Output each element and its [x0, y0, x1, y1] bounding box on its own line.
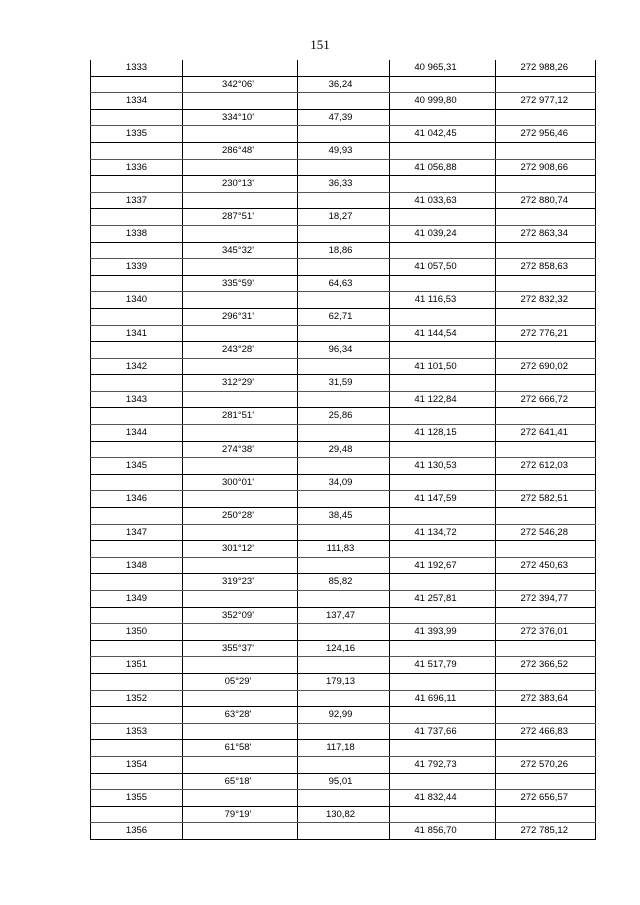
segment-length-cell — [298, 756, 390, 773]
x-coordinate-cell: 41 134,72 — [390, 524, 496, 541]
y-coordinate-cell: 272 450,63 — [496, 557, 596, 574]
direction-angle-cell: 301°12' — [183, 541, 298, 558]
x-coordinate-cell: 41 856,70 — [390, 823, 496, 840]
direction-angle-cell — [183, 624, 298, 641]
direction-angle-cell — [183, 458, 298, 475]
point-row — [91, 756, 596, 773]
segment-length-cell — [298, 60, 390, 76]
y-coordinate-cell: 272 956,46 — [496, 126, 596, 143]
y-coordinate-cell: 272 690,02 — [496, 358, 596, 375]
segment-length-cell: 62,71 — [298, 308, 390, 325]
segment-length-cell: 36,24 — [298, 76, 390, 93]
point-number-cell: 1337 — [91, 192, 183, 209]
point-number-cell: 1335 — [91, 126, 183, 143]
y-coordinate-cell — [496, 275, 596, 292]
x-coordinate-cell: 41 128,15 — [390, 425, 496, 442]
point-number-cell — [91, 342, 183, 359]
direction-angle-cell: 65°18' — [183, 773, 298, 790]
direction-angle-cell — [183, 292, 298, 309]
x-coordinate-cell — [390, 342, 496, 359]
point-number-cell — [91, 508, 183, 525]
y-coordinate-cell: 272 858,63 — [496, 259, 596, 276]
segment-length-cell — [298, 723, 390, 740]
y-coordinate-cell — [496, 142, 596, 159]
segment-row — [91, 541, 596, 558]
y-coordinate-cell — [496, 441, 596, 458]
point-number-cell: 1347 — [91, 524, 183, 541]
y-coordinate-cell: 272 666,72 — [496, 391, 596, 408]
y-coordinate-cell: 272 776,21 — [496, 325, 596, 342]
segment-length-cell: 25,86 — [298, 408, 390, 425]
segment-row — [91, 142, 596, 159]
x-coordinate-cell — [390, 109, 496, 126]
direction-angle-cell: 287°51' — [183, 209, 298, 226]
segment-length-cell: 34,09 — [298, 474, 390, 491]
direction-angle-cell — [183, 60, 298, 76]
y-coordinate-cell — [496, 574, 596, 591]
x-coordinate-cell — [390, 308, 496, 325]
segment-row — [91, 707, 596, 724]
point-number-cell: 1353 — [91, 723, 183, 740]
segment-row — [91, 375, 596, 392]
direction-angle-cell: 296°31' — [183, 308, 298, 325]
y-coordinate-cell — [496, 673, 596, 690]
point-row — [91, 657, 596, 674]
direction-angle-cell — [183, 823, 298, 840]
y-coordinate-cell: 272 863,34 — [496, 225, 596, 242]
direction-angle-cell — [183, 159, 298, 176]
point-row — [91, 126, 596, 143]
direction-angle-cell — [183, 93, 298, 110]
point-number-cell: 1334 — [91, 93, 183, 110]
segment-length-cell: 18,86 — [298, 242, 390, 259]
point-row — [91, 93, 596, 110]
x-coordinate-cell: 41 039,24 — [390, 225, 496, 242]
direction-angle-cell: 281°51' — [183, 408, 298, 425]
segment-length-cell: 47,39 — [298, 109, 390, 126]
point-number-cell — [91, 441, 183, 458]
y-coordinate-cell — [496, 508, 596, 525]
point-number-cell: 1340 — [91, 292, 183, 309]
point-row — [91, 60, 596, 76]
point-number-cell: 1345 — [91, 458, 183, 475]
point-number-cell — [91, 209, 183, 226]
segment-length-cell: 124,16 — [298, 640, 390, 657]
segment-row — [91, 806, 596, 823]
x-coordinate-cell — [390, 242, 496, 259]
x-coordinate-cell: 41 057,50 — [390, 259, 496, 276]
point-number-cell: 1352 — [91, 690, 183, 707]
y-coordinate-cell: 272 641,41 — [496, 425, 596, 442]
segment-row — [91, 740, 596, 757]
point-row — [91, 292, 596, 309]
x-coordinate-cell — [390, 375, 496, 392]
y-coordinate-cell: 272 383,64 — [496, 690, 596, 707]
x-coordinate-cell — [390, 640, 496, 657]
segment-length-cell: 92,99 — [298, 707, 390, 724]
page-number: 151 — [310, 37, 330, 52]
direction-angle-cell — [183, 591, 298, 608]
direction-angle-cell — [183, 790, 298, 807]
direction-angle-cell: 342°06' — [183, 76, 298, 93]
x-coordinate-cell — [390, 76, 496, 93]
direction-angle-cell: 230°13' — [183, 176, 298, 193]
point-number-cell — [91, 474, 183, 491]
point-number-cell: 1356 — [91, 823, 183, 840]
point-row — [91, 159, 596, 176]
segment-length-cell — [298, 591, 390, 608]
segment-row — [91, 773, 596, 790]
x-coordinate-cell: 41 144,54 — [390, 325, 496, 342]
segment-row — [91, 76, 596, 93]
point-row — [91, 225, 596, 242]
y-coordinate-cell: 272 988,26 — [496, 60, 596, 76]
point-number-cell — [91, 541, 183, 558]
point-number-cell — [91, 375, 183, 392]
segment-length-cell — [298, 225, 390, 242]
segment-length-cell: 31,59 — [298, 375, 390, 392]
segment-row — [91, 474, 596, 491]
point-number-cell — [91, 308, 183, 325]
y-coordinate-cell — [496, 342, 596, 359]
y-coordinate-cell: 272 582,51 — [496, 491, 596, 508]
segment-length-cell — [298, 159, 390, 176]
segment-length-cell — [298, 557, 390, 574]
segment-row — [91, 574, 596, 591]
x-coordinate-cell — [390, 275, 496, 292]
segment-row — [91, 640, 596, 657]
segment-length-cell — [298, 491, 390, 508]
direction-angle-cell — [183, 491, 298, 508]
direction-angle-cell: 61°58' — [183, 740, 298, 757]
point-number-cell: 1336 — [91, 159, 183, 176]
segment-row — [91, 441, 596, 458]
x-coordinate-cell: 41 832,44 — [390, 790, 496, 807]
x-coordinate-cell — [390, 441, 496, 458]
y-coordinate-cell: 272 880,74 — [496, 192, 596, 209]
y-coordinate-cell — [496, 76, 596, 93]
segment-length-cell — [298, 325, 390, 342]
point-row — [91, 358, 596, 375]
direction-angle-cell — [183, 756, 298, 773]
y-coordinate-cell — [496, 109, 596, 126]
segment-length-cell: 18,27 — [298, 209, 390, 226]
point-number-cell — [91, 109, 183, 126]
y-coordinate-cell: 272 785,12 — [496, 823, 596, 840]
y-coordinate-cell: 272 366,52 — [496, 657, 596, 674]
direction-angle-cell — [183, 657, 298, 674]
x-coordinate-cell: 41 517,79 — [390, 657, 496, 674]
x-coordinate-cell: 41 393,99 — [390, 624, 496, 641]
point-row — [91, 491, 596, 508]
point-number-cell: 1343 — [91, 391, 183, 408]
direction-angle-cell: 355°37' — [183, 640, 298, 657]
point-row — [91, 425, 596, 442]
segment-row — [91, 242, 596, 259]
direction-angle-cell — [183, 723, 298, 740]
point-number-cell — [91, 740, 183, 757]
direction-angle-cell: 243°28' — [183, 342, 298, 359]
segment-row — [91, 308, 596, 325]
point-number-cell — [91, 806, 183, 823]
segment-row — [91, 176, 596, 193]
segment-length-cell: 137,47 — [298, 607, 390, 624]
segment-length-cell — [298, 192, 390, 209]
segment-length-cell: 64,63 — [298, 275, 390, 292]
segment-length-cell: 85,82 — [298, 574, 390, 591]
direction-angle-cell: 319°23' — [183, 574, 298, 591]
point-number-cell — [91, 640, 183, 657]
x-coordinate-cell — [390, 707, 496, 724]
point-number-cell: 1354 — [91, 756, 183, 773]
direction-angle-cell — [183, 391, 298, 408]
x-coordinate-cell: 41 101,50 — [390, 358, 496, 375]
y-coordinate-cell: 272 832,32 — [496, 292, 596, 309]
segment-length-cell — [298, 790, 390, 807]
point-number-cell: 1350 — [91, 624, 183, 641]
x-coordinate-cell — [390, 773, 496, 790]
segment-length-cell: 179,13 — [298, 673, 390, 690]
segment-length-cell — [298, 126, 390, 143]
y-coordinate-cell: 272 908,66 — [496, 159, 596, 176]
segment-row — [91, 673, 596, 690]
segment-length-cell: 95,01 — [298, 773, 390, 790]
direction-angle-cell — [183, 126, 298, 143]
point-number-cell: 1351 — [91, 657, 183, 674]
point-number-cell: 1339 — [91, 259, 183, 276]
segment-length-cell — [298, 259, 390, 276]
segment-length-cell — [298, 458, 390, 475]
x-coordinate-cell: 41 042,45 — [390, 126, 496, 143]
segment-row — [91, 408, 596, 425]
x-coordinate-cell: 41 737,66 — [390, 723, 496, 740]
y-coordinate-cell — [496, 541, 596, 558]
point-row — [91, 624, 596, 641]
point-row — [91, 690, 596, 707]
point-row — [91, 458, 596, 475]
segment-length-cell: 96,34 — [298, 342, 390, 359]
point-number-cell — [91, 242, 183, 259]
direction-angle-cell — [183, 325, 298, 342]
direction-angle-cell — [183, 690, 298, 707]
x-coordinate-cell: 41 056,88 — [390, 159, 496, 176]
x-coordinate-cell: 41 116,53 — [390, 292, 496, 309]
direction-angle-cell: 334°10' — [183, 109, 298, 126]
x-coordinate-cell: 41 257,81 — [390, 591, 496, 608]
x-coordinate-cell — [390, 508, 496, 525]
y-coordinate-cell: 272 977,12 — [496, 93, 596, 110]
y-coordinate-cell — [496, 707, 596, 724]
direction-angle-cell: 05°29' — [183, 673, 298, 690]
point-number-cell — [91, 707, 183, 724]
point-number-cell: 1349 — [91, 591, 183, 608]
y-coordinate-cell — [496, 474, 596, 491]
direction-angle-cell — [183, 425, 298, 442]
direction-angle-cell: 63°28' — [183, 707, 298, 724]
point-number-cell — [91, 275, 183, 292]
x-coordinate-cell: 41 696,11 — [390, 690, 496, 707]
point-number-cell: 1346 — [91, 491, 183, 508]
segment-length-cell — [298, 524, 390, 541]
y-coordinate-cell — [496, 176, 596, 193]
point-number-cell — [91, 142, 183, 159]
segment-length-cell — [298, 657, 390, 674]
y-coordinate-cell — [496, 773, 596, 790]
y-coordinate-cell — [496, 607, 596, 624]
point-number-cell: 1333 — [91, 60, 183, 76]
y-coordinate-cell: 272 376,01 — [496, 624, 596, 641]
direction-angle-cell — [183, 225, 298, 242]
direction-angle-cell — [183, 557, 298, 574]
point-number-cell — [91, 673, 183, 690]
y-coordinate-cell — [496, 375, 596, 392]
x-coordinate-cell — [390, 740, 496, 757]
x-coordinate-cell — [390, 142, 496, 159]
y-coordinate-cell: 272 656,57 — [496, 790, 596, 807]
segment-length-cell: 117,18 — [298, 740, 390, 757]
segment-row — [91, 607, 596, 624]
point-row — [91, 723, 596, 740]
point-row — [91, 591, 596, 608]
x-coordinate-cell: 41 130,53 — [390, 458, 496, 475]
x-coordinate-cell — [390, 607, 496, 624]
segment-length-cell — [298, 425, 390, 442]
direction-angle-cell: 352°09' — [183, 607, 298, 624]
direction-angle-cell — [183, 192, 298, 209]
x-coordinate-cell: 40 999,80 — [390, 93, 496, 110]
y-coordinate-cell: 272 546,28 — [496, 524, 596, 541]
segment-length-cell — [298, 93, 390, 110]
segment-row — [91, 508, 596, 525]
y-coordinate-cell: 272 570,26 — [496, 756, 596, 773]
y-coordinate-cell — [496, 242, 596, 259]
x-coordinate-cell — [390, 673, 496, 690]
segment-row — [91, 275, 596, 292]
point-number-cell — [91, 607, 183, 624]
coordinates-table-body — [91, 60, 596, 839]
point-number-cell: 1348 — [91, 557, 183, 574]
x-coordinate-cell — [390, 209, 496, 226]
point-row — [91, 325, 596, 342]
point-number-cell: 1344 — [91, 425, 183, 442]
direction-angle-cell — [183, 259, 298, 276]
x-coordinate-cell — [390, 806, 496, 823]
direction-angle-cell: 335°59' — [183, 275, 298, 292]
x-coordinate-cell — [390, 474, 496, 491]
point-number-cell — [91, 176, 183, 193]
point-number-cell — [91, 408, 183, 425]
segment-length-cell — [298, 391, 390, 408]
x-coordinate-cell — [390, 176, 496, 193]
y-coordinate-cell: 272 394,77 — [496, 591, 596, 608]
direction-angle-cell — [183, 524, 298, 541]
direction-angle-cell: 312°29' — [183, 375, 298, 392]
x-coordinate-cell: 41 192,67 — [390, 557, 496, 574]
y-coordinate-cell — [496, 308, 596, 325]
segment-length-cell: 130,82 — [298, 806, 390, 823]
segment-length-cell: 49,93 — [298, 142, 390, 159]
segment-length-cell — [298, 823, 390, 840]
segment-length-cell: 111,83 — [298, 541, 390, 558]
segment-row — [91, 342, 596, 359]
y-coordinate-cell — [496, 209, 596, 226]
y-coordinate-cell — [496, 408, 596, 425]
segment-length-cell — [298, 690, 390, 707]
x-coordinate-cell: 41 033,63 — [390, 192, 496, 209]
x-coordinate-cell: 41 147,59 — [390, 491, 496, 508]
direction-angle-cell: 345°32' — [183, 242, 298, 259]
x-coordinate-cell: 40 965,31 — [390, 60, 496, 76]
point-number-cell — [91, 76, 183, 93]
point-row — [91, 790, 596, 807]
point-row — [91, 391, 596, 408]
point-row — [91, 557, 596, 574]
direction-angle-cell: 286°48' — [183, 142, 298, 159]
segment-row — [91, 209, 596, 226]
segment-length-cell: 36,33 — [298, 176, 390, 193]
direction-angle-cell — [183, 358, 298, 375]
point-number-cell — [91, 574, 183, 591]
y-coordinate-cell: 272 612,03 — [496, 458, 596, 475]
point-row — [91, 823, 596, 840]
x-coordinate-cell — [390, 541, 496, 558]
segment-length-cell — [298, 292, 390, 309]
point-row — [91, 192, 596, 209]
point-number-cell: 1342 — [91, 358, 183, 375]
point-number-cell: 1341 — [91, 325, 183, 342]
y-coordinate-cell — [496, 806, 596, 823]
point-number-cell: 1355 — [91, 790, 183, 807]
segment-length-cell: 29,48 — [298, 441, 390, 458]
x-coordinate-cell: 41 122,84 — [390, 391, 496, 408]
x-coordinate-cell — [390, 408, 496, 425]
point-row — [91, 524, 596, 541]
segment-row — [91, 109, 596, 126]
x-coordinate-cell — [390, 574, 496, 591]
direction-angle-cell: 250°28' — [183, 508, 298, 525]
x-coordinate-cell: 41 792,73 — [390, 756, 496, 773]
y-coordinate-cell — [496, 740, 596, 757]
coordinates-table — [90, 60, 596, 840]
direction-angle-cell: 274°38' — [183, 441, 298, 458]
point-number-cell — [91, 773, 183, 790]
direction-angle-cell: 300°01' — [183, 474, 298, 491]
point-row — [91, 259, 596, 276]
direction-angle-cell: 79°19' — [183, 806, 298, 823]
y-coordinate-cell: 272 466,83 — [496, 723, 596, 740]
segment-length-cell — [298, 624, 390, 641]
point-number-cell: 1338 — [91, 225, 183, 242]
segment-length-cell: 38,45 — [298, 508, 390, 525]
segment-length-cell — [298, 358, 390, 375]
y-coordinate-cell — [496, 640, 596, 657]
